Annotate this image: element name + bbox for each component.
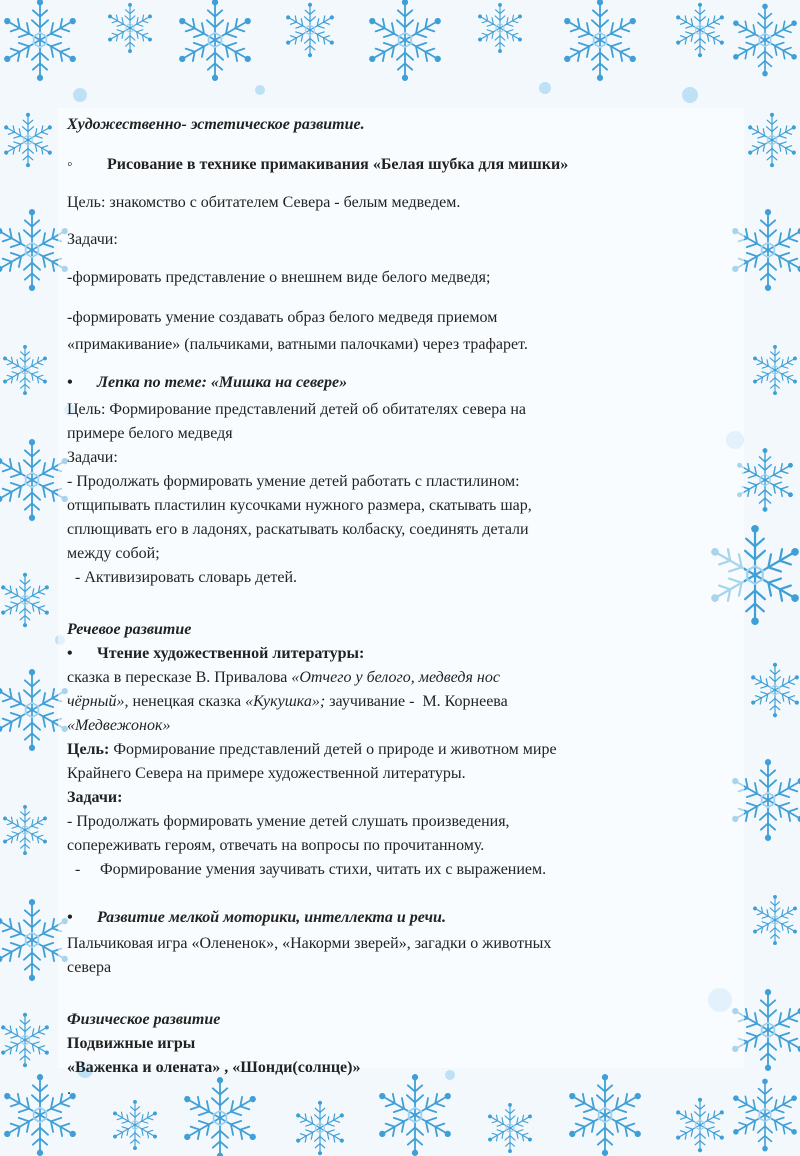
art-goal2-line1: Цель: Формирование представлений детей об обитателях севера на [67,401,527,418]
art-task1b-line2: «примакивание» (пальчиками, ватными палочками) через трафарет. [67,336,528,353]
speech-section-heading: Речевое развитие [67,621,192,638]
speech-item1 [67,644,364,664]
speech-line2 [67,692,508,712]
speech-task-a-line1: - Продолжать формировать умение детей слушать произведения, [67,813,510,830]
speech-tasks-label: Задачи: [67,789,123,806]
art-task2a-line4: между собой; [67,545,160,562]
physical-sub: Подвижные игры [67,1035,196,1052]
goal-label: Цель: [67,741,110,758]
physical-trail: . [67,1081,71,1098]
art-item2-title: Лепка по теме: «Мишка на севере» [97,374,348,391]
speech-task-b [75,860,546,880]
speech-goal-line2: Крайнего Севера на примере художественной литературы. [67,765,466,782]
art-tasks2-label: Задачи: [67,449,118,466]
speech-task-a-line2: сопереживать героям, отвечать на вопросы по прочитанному. [67,837,485,854]
goal-text: Формирование представлений детей о природе и животном мире [109,741,557,758]
story-title: «Отчего у белого, медведя нос [291,669,500,686]
speech-item2 [67,908,446,928]
art-item2 [67,373,347,393]
speech-item1-title: Чтение художественной литературы: [97,645,365,662]
speech-item2-line2: севера [67,959,112,976]
speech-item2-line1: Пальчиковая игра «Олененок», «Накорми зверей», загадки о животных [67,935,552,952]
art-task2a-line1: - Продолжать формировать умение детей работать с пластилином: [67,473,520,490]
art-item1-title: Рисование в технике примакивания «Белая шубка для мишки» [107,156,569,173]
art-tasks1-label: Задачи: [67,231,118,248]
task-text: Формирование умения заучивать стихи, читать их с выражением. [100,861,547,878]
story-title: «Кукушка»; [245,693,326,710]
text-part: ненецкая сказка [128,693,246,710]
art-task2a-line3: сплющивать его в ладонях, раскатывать колбаску, соединять детали [67,521,529,538]
art-goal2-line2: примере белого медведя [67,425,233,442]
bullet: • [67,374,73,391]
speech-line1 [67,668,500,688]
art-task1a: -формировать представление о внешнем виде белого медведя; [67,269,491,286]
art-task1b-line1: -формировать умение создавать образ белого медведя приемом [67,309,498,326]
speech-line3: «Медвежонок» [67,717,171,734]
art-task2b: - Активизировать словарь детей. [67,569,298,586]
dash: - [75,861,81,878]
art-task2a-line2: отщипывать пластилин кусочками нужного размера, скатывать шар, [67,497,532,514]
art-section-heading: Художественно- эстетическое развитие. [67,116,365,133]
speech-item2-title: Развитие мелкой моторики, интеллекта и речи. [97,909,446,926]
story-title: чёрный», [67,693,129,710]
physical-games: «Важенка и олената» , «Шонди(солнце)» [67,1059,361,1076]
bullet: • [67,909,73,926]
physical-section-heading: Физическое развитие [67,1011,221,1028]
speech-goal [67,740,557,760]
text-part: заучивание - М. Корнеева [325,693,508,710]
bullet: • [67,645,73,662]
art-item1 [67,155,568,175]
text-part: сказка в пересказе В. Привалова [67,669,292,686]
art-goal1: Цель: знакомство с обитателем Севера - белым медведем. [67,194,461,211]
bullet: ◦ [67,156,73,173]
